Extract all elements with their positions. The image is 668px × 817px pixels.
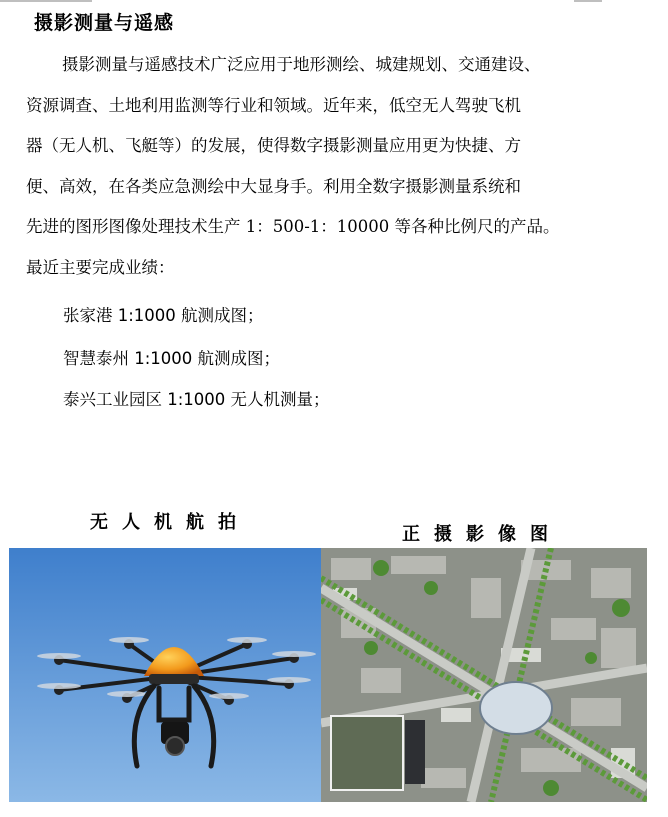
intro-line: 先进的图形图像处理技术生产 1：500-1：10000 等各种比例尺的产品。 bbox=[26, 217, 560, 236]
achievement-item: 泰兴工业园区 1:1000 无人机测量； bbox=[63, 390, 330, 409]
inset-thumbnail bbox=[331, 716, 403, 790]
intro-line: 最近主要完成业绩： bbox=[26, 257, 175, 277]
intro-line: 器（无人机、飞艇等）的发展，使得数字摄影测量应用更为快捷、方 bbox=[26, 136, 521, 155]
drone-body bbox=[149, 674, 199, 684]
drone-illustration bbox=[9, 548, 321, 802]
intro-line: 资源调查、土地利用监测等行业和领域。近年来，低空无人驾驶飞机 bbox=[26, 95, 521, 115]
stadium-roof bbox=[480, 682, 552, 734]
header-rule-right bbox=[574, 0, 602, 2]
drone-caption: 无人机航拍 bbox=[90, 512, 250, 533]
inset-panel bbox=[405, 720, 425, 784]
ortho-caption: 正摄影像图 bbox=[402, 524, 562, 545]
orthophoto bbox=[321, 548, 647, 802]
section-title: 摄影测量与遥感 bbox=[34, 12, 175, 34]
header-rule-left bbox=[0, 0, 92, 2]
camera-lens bbox=[166, 737, 184, 755]
intro-line: 摄影测量与遥感技术广泛应用于地形测绘、城建规划、交通建设、 bbox=[62, 55, 541, 74]
intro-line: 便、高效，在各类应急测绘中大显身手。利用全数字摄影测量系统和 bbox=[26, 176, 521, 196]
intro-paragraph bbox=[26, 45, 606, 288]
drone-photo bbox=[9, 548, 321, 802]
orthophoto-illustration bbox=[321, 548, 647, 802]
achievement-item: 智慧泰州 1:1000 航测成图； bbox=[63, 349, 281, 368]
achievement-item: 张家港 1:1000 航测成图； bbox=[63, 306, 264, 325]
